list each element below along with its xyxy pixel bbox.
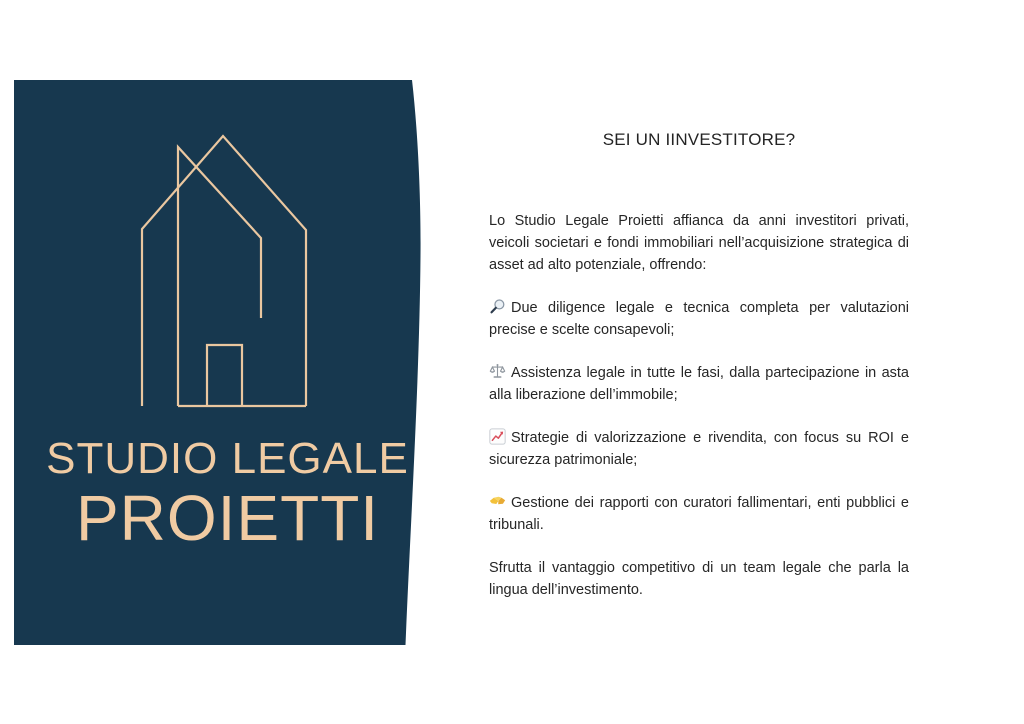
brand-panel bbox=[0, 0, 440, 724]
closing-paragraph bbox=[489, 557, 909, 601]
intro-text: Lo Studio Legale Proietti affianca da anni investitori privati, veicoli societari e fondi immobiliari nell’acquisizione strategica di asset ad alto potenziale, offrendo: bbox=[489, 213, 909, 273]
house-door-outline bbox=[207, 345, 242, 406]
brand-name-line1: STUDIO LEGALE bbox=[46, 434, 409, 483]
content-column bbox=[489, 128, 909, 601]
bullet-gestione-rapporti-text: Gestione dei rapporti con curatori fallimentari, enti pubblici e tribunali. bbox=[489, 495, 909, 533]
bullet-assistenza-legale-text: Assistenza legale in tutte le fasi, dalla partecipazione in asta alla liberazione dell’immobile; bbox=[489, 365, 909, 403]
bullet-assistenza-legale bbox=[489, 362, 909, 406]
page-title: SEI UN IINVESTITORE? bbox=[602, 130, 796, 149]
brand-name-line2: PROIETTI bbox=[75, 482, 380, 554]
bullet-gestione-rapporti bbox=[489, 492, 909, 536]
chart-increasing-icon bbox=[489, 428, 506, 445]
intro-paragraph bbox=[489, 210, 909, 276]
house-outer-outline bbox=[142, 136, 306, 406]
bullet-strategie-text: Strategie di valorizzazione e rivendita, con focus su ROI e sicurezza patrimoniale; bbox=[489, 430, 909, 468]
house-logo-icon bbox=[139, 134, 309, 410]
bullet-due-diligence-text: Due diligence legale e tecnica completa per valutazioni precise e scelte consapevoli; bbox=[489, 300, 909, 338]
bullet-strategie bbox=[489, 427, 909, 471]
closing-text: Sfrutta il vantaggio competitivo di un team legale che parla la lingua dell’investimento. bbox=[489, 560, 909, 598]
house-inner-outline bbox=[178, 147, 261, 406]
handshake-icon bbox=[489, 493, 506, 510]
bullet-due-diligence bbox=[489, 297, 909, 341]
magnifying-glass-icon bbox=[489, 298, 506, 315]
balance-scale-icon bbox=[489, 363, 506, 380]
